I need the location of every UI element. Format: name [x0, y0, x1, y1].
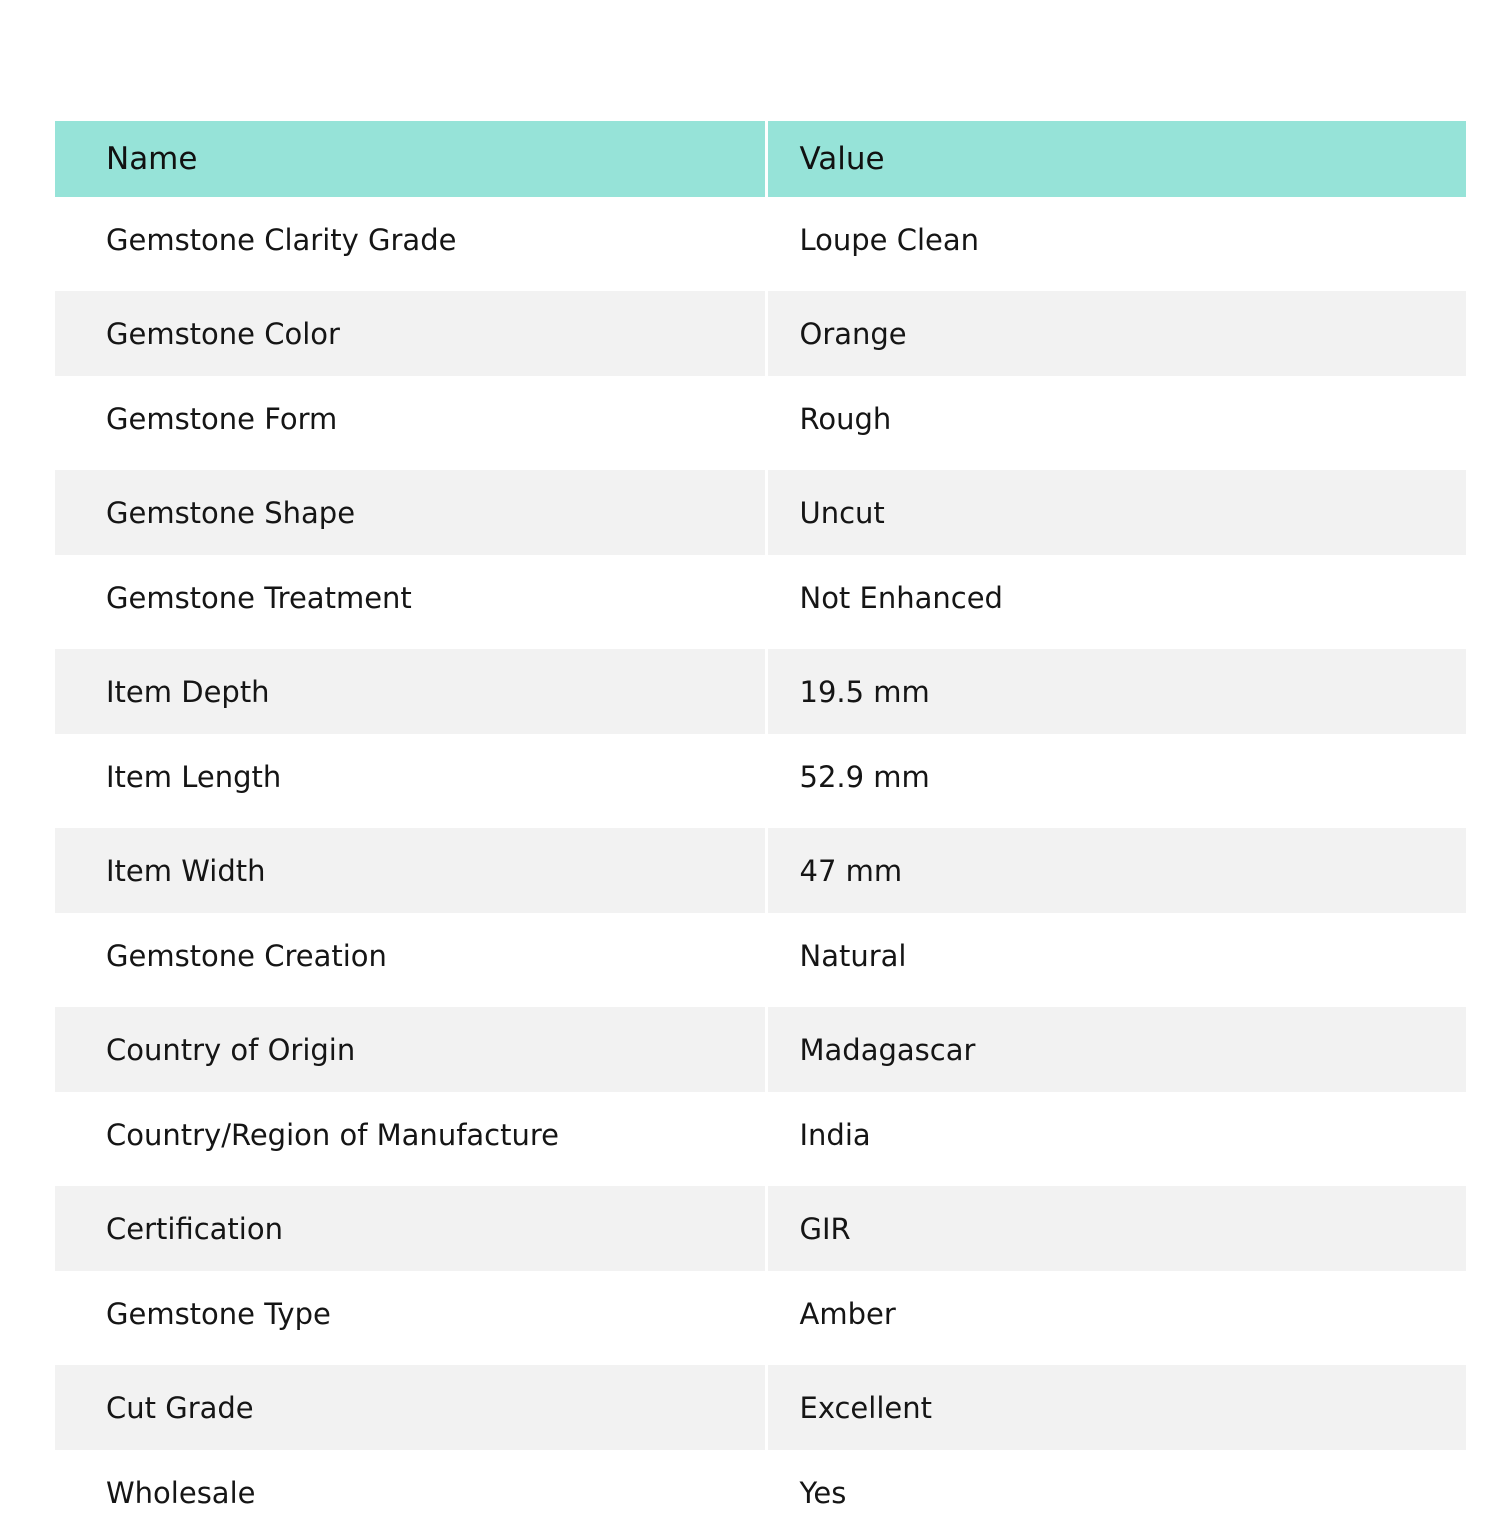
row-value: 47 mm: [766, 824, 1466, 914]
row-name: Wholesale: [55, 1450, 766, 1535]
header-name: Name: [55, 121, 766, 197]
row-value: India: [799, 1117, 871, 1152]
table-row: [55, 824, 1466, 914]
row-name: Gemstone Shape: [55, 466, 766, 556]
row-name: Item Depth: [55, 645, 766, 735]
table-row: [55, 555, 1466, 645]
row-value: 52.9 mm: [799, 759, 930, 794]
row-value: Not Enhanced: [799, 580, 1003, 615]
row-value: Yes: [799, 1475, 847, 1510]
table-row: [55, 466, 1466, 556]
header-value: Value: [766, 121, 1466, 197]
table-row: [55, 645, 1466, 735]
row-name: Gemstone Treatment: [55, 555, 766, 645]
row-value: GIR: [766, 1182, 1466, 1272]
row-name: Country of Origin: [55, 1003, 766, 1093]
table-row: [55, 734, 1466, 824]
row-name: Gemstone Type: [55, 1271, 766, 1361]
row-name: Item Length: [55, 734, 766, 824]
row-value: Loupe Clean: [799, 222, 980, 257]
row-name: Gemstone Color: [55, 287, 766, 377]
row-value: Rough: [799, 401, 892, 436]
table-row: [55, 1361, 1466, 1451]
table-body: [55, 197, 1466, 1535]
row-name: Item Width: [55, 824, 766, 914]
row-value: Amber: [799, 1296, 896, 1331]
table-row: [55, 197, 1466, 287]
row-value: Madagascar: [766, 1003, 1466, 1093]
row-name: Cut Grade: [55, 1361, 766, 1451]
row-value: Excellent: [766, 1361, 1466, 1451]
header-row: [55, 121, 1466, 197]
specifications-table: [55, 121, 1466, 1535]
table-row: [55, 913, 1466, 1003]
table-header: [55, 121, 1466, 197]
row-name: Gemstone Form: [55, 376, 766, 466]
row-name: Country/Region of Manufacture: [55, 1092, 766, 1182]
table-row: [55, 1182, 1466, 1272]
table-row: [55, 376, 1466, 466]
table-row: [55, 287, 1466, 377]
row-value: Orange: [766, 287, 1466, 377]
row-name: Gemstone Creation: [55, 913, 766, 1003]
row-value: 19.5 mm: [766, 645, 1466, 735]
table-row: [55, 1271, 1466, 1361]
row-value: Uncut: [766, 466, 1466, 556]
table-row: [55, 1092, 1466, 1182]
row-value: Natural: [799, 938, 907, 973]
row-name: Gemstone Clarity Grade: [55, 197, 766, 287]
row-name: Certification: [55, 1182, 766, 1272]
table-row: [55, 1450, 1466, 1535]
table-row: [55, 1003, 1466, 1093]
